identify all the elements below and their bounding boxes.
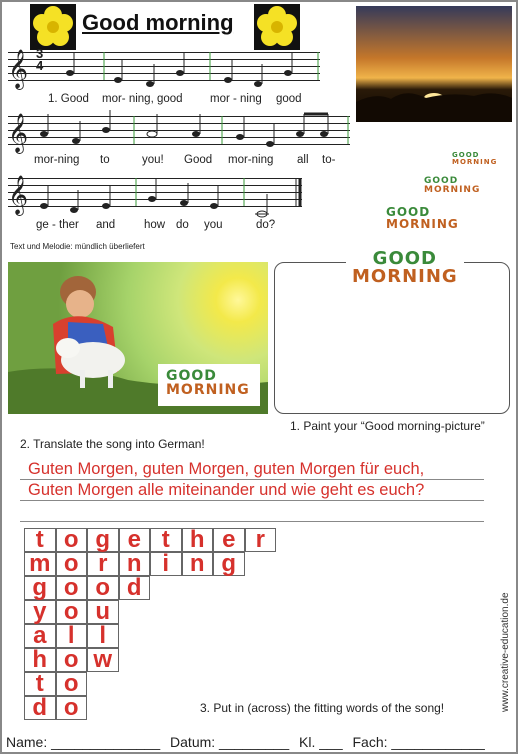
crossword-cell[interactable]: t	[24, 528, 56, 552]
crossword-cell[interactable]: r	[245, 528, 277, 552]
lyric-text: you	[204, 219, 223, 231]
lyric-text: mor - ning	[210, 93, 262, 105]
page-title: Good morning	[82, 10, 234, 35]
crossword-cell[interactable]: e	[213, 528, 245, 552]
svg-text:𝄞: 𝄞	[8, 49, 29, 89]
svg-text:𝄞: 𝄞	[8, 113, 29, 153]
sunset-photo	[356, 6, 512, 122]
crossword-cell[interactable]: w	[87, 648, 119, 672]
lyric-text: mor-ning	[228, 154, 274, 166]
crossword-cell[interactable]: o	[56, 600, 88, 624]
class-field[interactable]: Kl. ___	[299, 734, 343, 750]
ruled-line	[20, 521, 484, 522]
task2-label: 2. Translate the song into German!	[20, 437, 205, 451]
crossword-cell[interactable]: g	[24, 576, 56, 600]
lyric-text: and	[96, 219, 116, 231]
name-field[interactable]: Name: ______________	[6, 734, 161, 750]
good-morning-logo: GOOD MORNING	[346, 250, 464, 286]
crossword-cell[interactable]: m	[24, 552, 56, 576]
lyric-text: mor-ning	[34, 154, 80, 166]
crossword-cell[interactable]: l	[87, 624, 119, 648]
crossword-cell[interactable]: h	[182, 528, 214, 552]
crossword-cell[interactable]: n	[182, 552, 214, 576]
crossword-cell[interactable]: o	[56, 672, 88, 696]
lyric-text: do	[176, 219, 189, 231]
crossword-cell[interactable]: o	[56, 528, 88, 552]
crossword-cell[interactable]: h	[24, 648, 56, 672]
time-signature-top: 3	[36, 46, 44, 61]
lyric-text: good	[276, 93, 302, 105]
lyric-text: to-	[322, 154, 336, 166]
ruled-line	[20, 500, 484, 501]
boy-lamb-photo	[8, 262, 268, 414]
lyric-text: Good	[184, 154, 213, 166]
crossword-cell[interactable]: o	[87, 576, 119, 600]
crossword-cell[interactable]: l	[56, 624, 88, 648]
crossword-cell[interactable]: r	[87, 552, 119, 576]
crossword-cell[interactable]: o	[56, 576, 88, 600]
website-credit: www.creative-education.de	[500, 592, 511, 712]
crossword-cell[interactable]: y	[24, 600, 56, 624]
crossword-cell[interactable]: d	[24, 696, 56, 720]
time-signature-bottom: 4	[36, 58, 44, 73]
crossword-cell[interactable]: g	[213, 552, 245, 576]
lyric-text: to	[100, 154, 110, 166]
crossword-cell[interactable]: n	[119, 552, 151, 576]
good-morning-logo: GOOD MORNING	[452, 151, 498, 166]
date-field[interactable]: Datum: _________	[170, 734, 290, 750]
crossword-cell[interactable]: t	[150, 528, 182, 552]
good-morning-logo: GOOD MORNING	[386, 205, 459, 231]
good-morning-logo: GOOD MORNING	[424, 176, 481, 195]
subject-field[interactable]: Fach: ____________	[352, 734, 485, 750]
lyric-text: mor- ning, good	[102, 93, 183, 105]
svg-text:𝄞: 𝄞	[8, 175, 29, 215]
crossword-cell[interactable]: a	[24, 624, 56, 648]
lyric-text: 1. Good	[48, 93, 89, 105]
crossword-cell[interactable]: i	[150, 552, 182, 576]
translation-line-1: Guten Morgen, guten Morgen, guten Morgen für euch,	[28, 460, 425, 478]
lyric-text: ge - ther	[36, 219, 79, 231]
ruled-line	[20, 479, 484, 480]
task3-label: 3. Put in (across) the fitting words of the song!	[200, 701, 445, 715]
crossword-cell[interactable]: o	[56, 696, 88, 720]
crossword-cell[interactable]: t	[24, 672, 56, 696]
lyric-text: you!	[142, 154, 164, 166]
lyric-text: all	[297, 154, 309, 166]
song-credit: Text und Melodie: mündlich überliefert	[10, 242, 145, 251]
good-morning-logo: GOOD MORNING	[158, 364, 260, 406]
crossword-cell[interactable]: u	[87, 600, 119, 624]
crossword-cell[interactable]: e	[119, 528, 151, 552]
crossword-cell[interactable]: o	[56, 552, 88, 576]
lyric-text: do?	[256, 219, 276, 231]
lyric-text: how	[144, 219, 166, 231]
crossword-cell[interactable]: d	[119, 576, 151, 600]
crossword-cell[interactable]: o	[56, 648, 88, 672]
task1-label: 1. Paint your “Good morning-picture”	[290, 419, 485, 433]
translation-line-2: Guten Morgen alle miteinander und wie geht es euch?	[28, 481, 425, 499]
crossword-cell[interactable]: g	[87, 528, 119, 552]
